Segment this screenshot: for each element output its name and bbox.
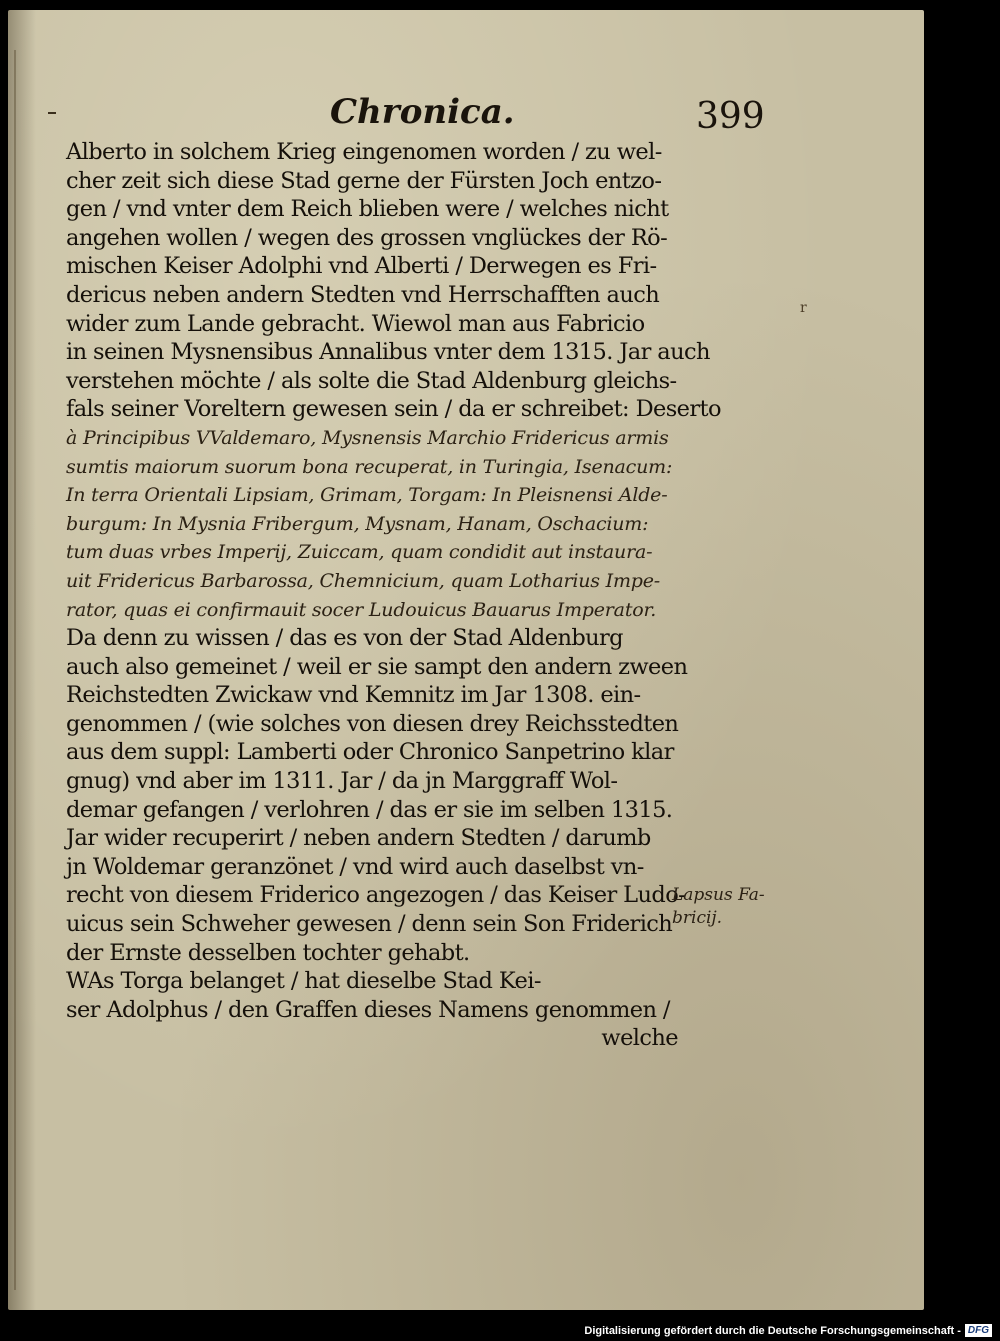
margin-mark — [48, 112, 56, 114]
catchword: welche — [601, 1025, 678, 1052]
text-line: gnug) vnd aber im 1311. Jar / da jn Marggraff Wol- — [66, 768, 618, 795]
text-line: auch also gemeinet / weil er sie sampt den andern zween — [66, 653, 688, 680]
page-number: 399 — [696, 96, 765, 137]
funding-credit — [584, 1324, 992, 1337]
text-line: dericus neben andern Stedten vnd Herrschafften auch — [66, 281, 660, 308]
text-line: ser Adolphus / den Graffen dieses Namens genommen / — [66, 996, 670, 1023]
text-line: aus dem suppl: Lamberti oder Chronico Sanpetrino klar — [66, 739, 674, 766]
latin-quote-line: tum duas vrbes Imperij, Zuiccam, quam condidit aut instaura- — [66, 541, 653, 564]
text-line: fals seiner Voreltern gewesen sein / da er schreibet: Deserto — [66, 396, 721, 423]
text-line: demar gefangen / verlohren / das er sie im selben 1315. — [66, 796, 673, 823]
text-line: cher zeit sich diese Stad gerne der Fürsten Joch entzo- — [66, 167, 662, 194]
page-gutter — [14, 50, 16, 1290]
margin-tick-mark: r — [800, 300, 807, 316]
running-header: Chronica. — [330, 92, 515, 132]
latin-quote-line: In terra Orientali Lipsiam, Grimam, Torgam: In Pleisnensi Alde- — [66, 484, 668, 507]
text-line: in seinen Mysnensibus Annalibus vnter dem 1315. Jar auch — [66, 339, 710, 366]
text-line: Da denn zu wissen / das es von der Stad Aldenburg — [66, 625, 623, 652]
latin-quote-line: rator, quas ei confirmauit socer Ludouicus Bauarus Imperator. — [66, 598, 657, 621]
text-line: Jar wider recuperirt / neben andern Stedten / darumb — [66, 825, 651, 852]
text-line: recht von diesem Friderico angezogen / das Keiser Ludo- — [66, 882, 686, 909]
latin-quote-line: sumtis maiorum suorum bona recuperat, in Turingia, Isenacum: — [66, 455, 673, 478]
text-line: mischen Keiser Adolphi vnd Alberti / Derwegen es Fri- — [66, 253, 657, 280]
dfg-logo: DFG — [965, 1324, 992, 1337]
latin-quote-line: burgum: In Mysnia Fribergum, Mysnam, Hanam, Oschacium: — [66, 512, 649, 535]
latin-quote-line: à Principibus VValdemaro, Mysnensis Marchio Fridericus armis — [66, 426, 669, 449]
text-line: der Ernste desselben tochter gehabt. — [66, 939, 470, 966]
text-line: wider zum Lande gebracht. Wiewol man aus Fabricio — [66, 310, 645, 337]
text-line: genommen / (wie solches von diesen drey Reichsstedten — [66, 710, 679, 737]
credit-text: Digitalisierung gefördert durch die Deutsche Forschungsgemeinschaft - — [584, 1324, 961, 1337]
marginal-note-line: Lapsus Fa- — [672, 885, 765, 905]
text-line: WAs Torga belanget / hat dieselbe Stad Kei- — [66, 968, 541, 995]
text-line: angehen wollen / wegen des grossen vnglückes der Rö- — [66, 224, 668, 251]
text-line: verstehen möchte / als solte die Stad Aldenburg gleichs- — [66, 367, 677, 394]
text-line: gen / vnd vnter dem Reich blieben were / welches nicht — [66, 196, 669, 223]
text-line: uicus sein Schweher gewesen / denn sein Son Friderich — [66, 911, 673, 938]
marginal-note-line: bricij. — [672, 908, 723, 928]
text-line: Reichstedten Zwickaw vnd Kemnitz im Jar 1308. ein- — [66, 682, 641, 709]
text-line: Alberto in solchem Krieg eingenomen worden / zu wel- — [66, 139, 662, 165]
latin-quote-line: uit Fridericus Barbarossa, Chemnicium, quam Lotharius Impe- — [66, 569, 661, 592]
marginal-note — [672, 884, 792, 930]
text-line: jn Woldemar geranzönet / vnd wird auch daselbst vn- — [66, 853, 644, 880]
